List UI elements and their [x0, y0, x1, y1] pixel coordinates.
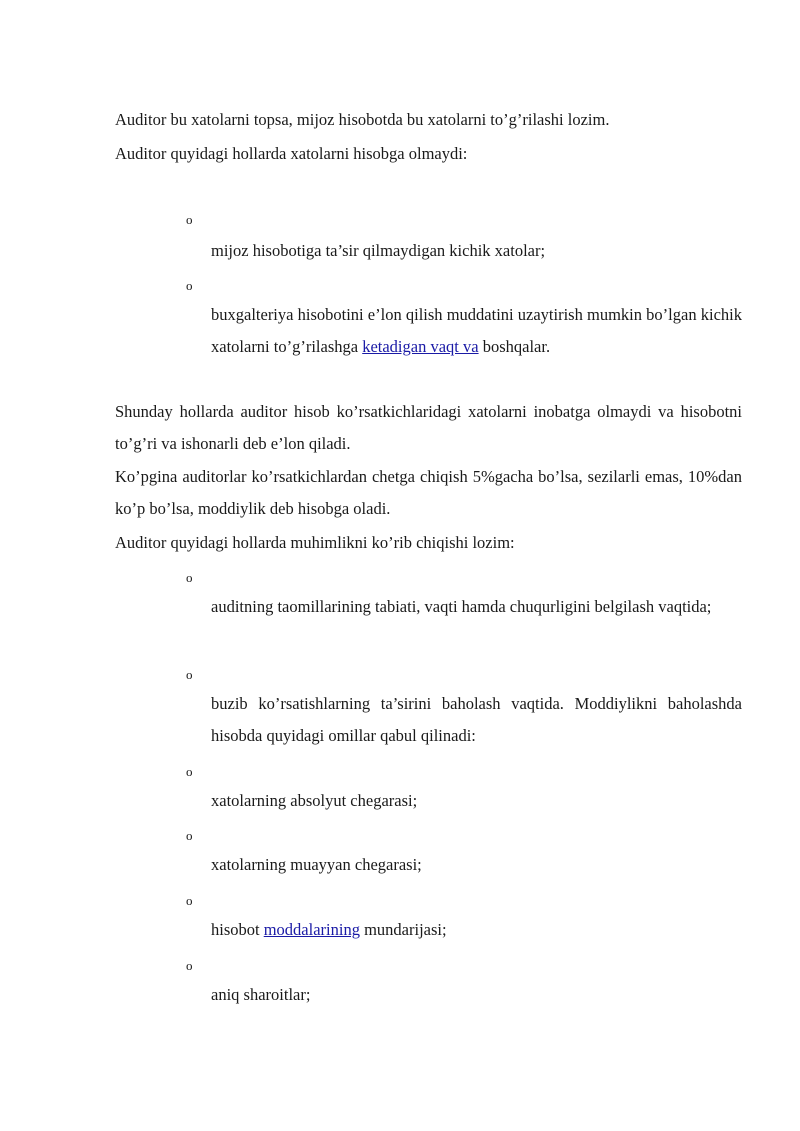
paragraph-3: Shunday hollarda auditor hisob ko’rsatkichlaridagi xatolarni inobatga olmaydi va hisobotni to’g’ri va ishonarli deb e’lon qiladi. — [115, 402, 742, 453]
paragraph-2: Auditor quyidagi hollarda xatolarni hisobga olmaydi: — [115, 144, 468, 163]
list2-item-3: xatolarning absolyut chegarasi; — [211, 791, 418, 810]
bullet-marker: o — [186, 893, 193, 908]
list2-item-5 — [211, 914, 742, 946]
bullet-marker: o — [186, 828, 193, 843]
list1-item-2-text: buxgalteriya hisobotini e’lon qilish muddatini uzaytirish mumkin bo’lgan kichik xatolarni to’g’rilashga — [211, 305, 742, 356]
list2-item-4: xatolarning muayyan chegarasi; — [211, 855, 422, 874]
paragraph-5: Auditor quyidagi hollarda muhimlikni ko’rib chiqishi lozim: — [115, 533, 515, 552]
list1-item-1: mijoz hisobotiga ta’sir qilmaydigan kichik xatolar; — [211, 241, 546, 260]
bullet-marker: o — [186, 212, 193, 227]
list2-item-6: aniq sharoitlar; — [211, 985, 311, 1004]
bullet-marker: o — [186, 570, 193, 585]
bullet-marker: o — [186, 764, 193, 779]
link-ketadigan-vaqt[interactable]: ketadigan vaqt va — [362, 337, 479, 356]
paragraph-4: Ko’pgina auditorlar ko’rsatkichlardan chetga chiqish 5%gacha bo’lsa, sezilarli emas, 10%dan ko’p bo’lsa, moddiylik deb hisobga oladi. — [115, 467, 742, 518]
bullet-marker: o — [186, 958, 193, 973]
list1-item-2 — [211, 299, 742, 363]
bullet-marker: o — [186, 667, 193, 682]
list2-item-5-text: hisobot — [211, 920, 264, 939]
link-moddalarining[interactable]: moddalarining — [263, 920, 360, 939]
list2-item-2: buzib ko’rsatishlarning ta’sirini baholash vaqtida. Moddiylikni baholashda hisobda quyidagi omillar qabul qilinadi: — [211, 694, 742, 745]
paragraph-1: Auditor bu xatolarni topsa, mijoz hisobotda bu xatolarni to’g’rilashi lozim. — [115, 110, 610, 129]
list2-item-1: auditning taomillarining tabiati, vaqti hamda chuqurligini belgilash vaqtida; — [211, 597, 712, 616]
list2-item-5-tail: mundarijasi; — [359, 920, 447, 939]
bullet-marker: o — [186, 278, 193, 293]
list1-item-2-tail: boshqalar. — [478, 337, 551, 356]
